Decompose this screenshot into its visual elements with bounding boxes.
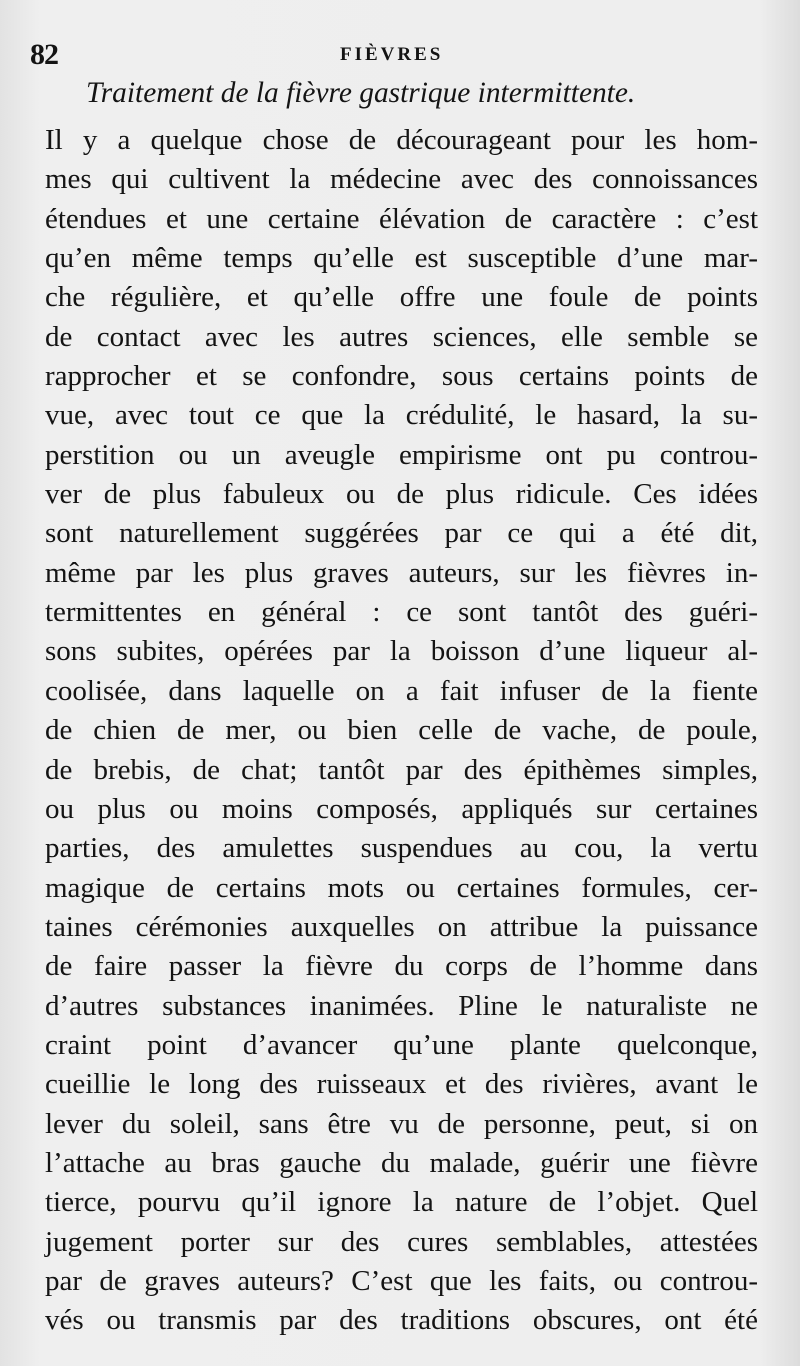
text-line: de contact avec les autres sciences, elle semble se	[45, 320, 758, 353]
text-line: craint point d’avancer qu’une plante quelconque,	[45, 1028, 758, 1061]
page-number: 82	[30, 38, 58, 71]
text-line: l’attache au bras gauche du malade, guérir une fièvre	[45, 1146, 758, 1179]
text-line: même par les plus graves auteurs, sur les fièvres in-	[45, 556, 758, 589]
text-line: perstition ou un aveugle empirisme ont pu controu-	[45, 438, 758, 471]
text-line: Il y a quelque chose de décourageant pour les hom-	[45, 124, 758, 156]
text-line: étendues et une certaine élévation de caractère : c’est	[45, 202, 758, 235]
text-line: mes qui cultivent la médecine avec des connoissances	[45, 163, 758, 196]
text-line: magique de certains mots ou certaines formules, cer-	[45, 871, 758, 904]
text-line: ver de plus fabuleux ou de plus ridicule. Ces idées	[45, 478, 758, 511]
text-line: de brebis, de chat; tantôt par des épithèmes simples,	[45, 753, 758, 786]
text-line: parties, des amulettes suspendues au cou, la vertu	[45, 832, 758, 865]
text-line: termittentes en général : ce sont tantôt des guéri-	[45, 596, 758, 629]
text-line: de chien de mer, ou bien celle de vache, de poule,	[45, 714, 758, 747]
text-line: rapprocher et se confondre, sous certains points de	[45, 360, 758, 393]
text-line: d’autres substances inanimées. Pline le naturaliste ne	[45, 989, 758, 1022]
section-title: Traitement de la fièvre gastrique intermittente.	[86, 76, 636, 109]
text-line: coolisée, dans laquelle on a fait infuser de la fiente	[45, 674, 758, 707]
body-text	[45, 121, 760, 1341]
text-line: taines cérémonies auxquelles on attribue la puissance	[45, 910, 758, 943]
page-header	[0, 38, 800, 78]
text-line: vue, avec tout ce que la crédulité, le hasard, la su-	[45, 399, 758, 432]
text-line: tierce, pourvu qu’il ignore la nature de l’objet. Quel	[45, 1186, 758, 1219]
text-line: lever du soleil, sans être vu de personne, peut, si on	[45, 1107, 758, 1140]
text-line: par de graves auteurs? C’est que les faits, ou controu-	[45, 1264, 758, 1297]
text-line: sons subites, opérées par la boisson d’une liqueur al-	[45, 635, 758, 668]
text-line: sont naturellement suggérées par ce qui a été dit,	[45, 517, 758, 550]
text-line: jugement porter sur des cures semblables, attestées	[45, 1225, 758, 1258]
text-line: cueillie le long des ruisseaux et des rivières, avant le	[45, 1068, 758, 1101]
text-line: ou plus ou moins composés, appliqués sur certaines	[45, 792, 758, 825]
text-line: che régulière, et qu’elle offre une foule de points	[45, 281, 758, 314]
text-line: de faire passer la fièvre du corps de l’homme dans	[45, 950, 758, 983]
text-line: qu’en même temps qu’elle est susceptible d’une mar-	[45, 242, 758, 275]
text-line: vés ou transmis par des traditions obscures, ont été	[45, 1304, 758, 1337]
running-head: FIÈVRES	[340, 44, 444, 65]
